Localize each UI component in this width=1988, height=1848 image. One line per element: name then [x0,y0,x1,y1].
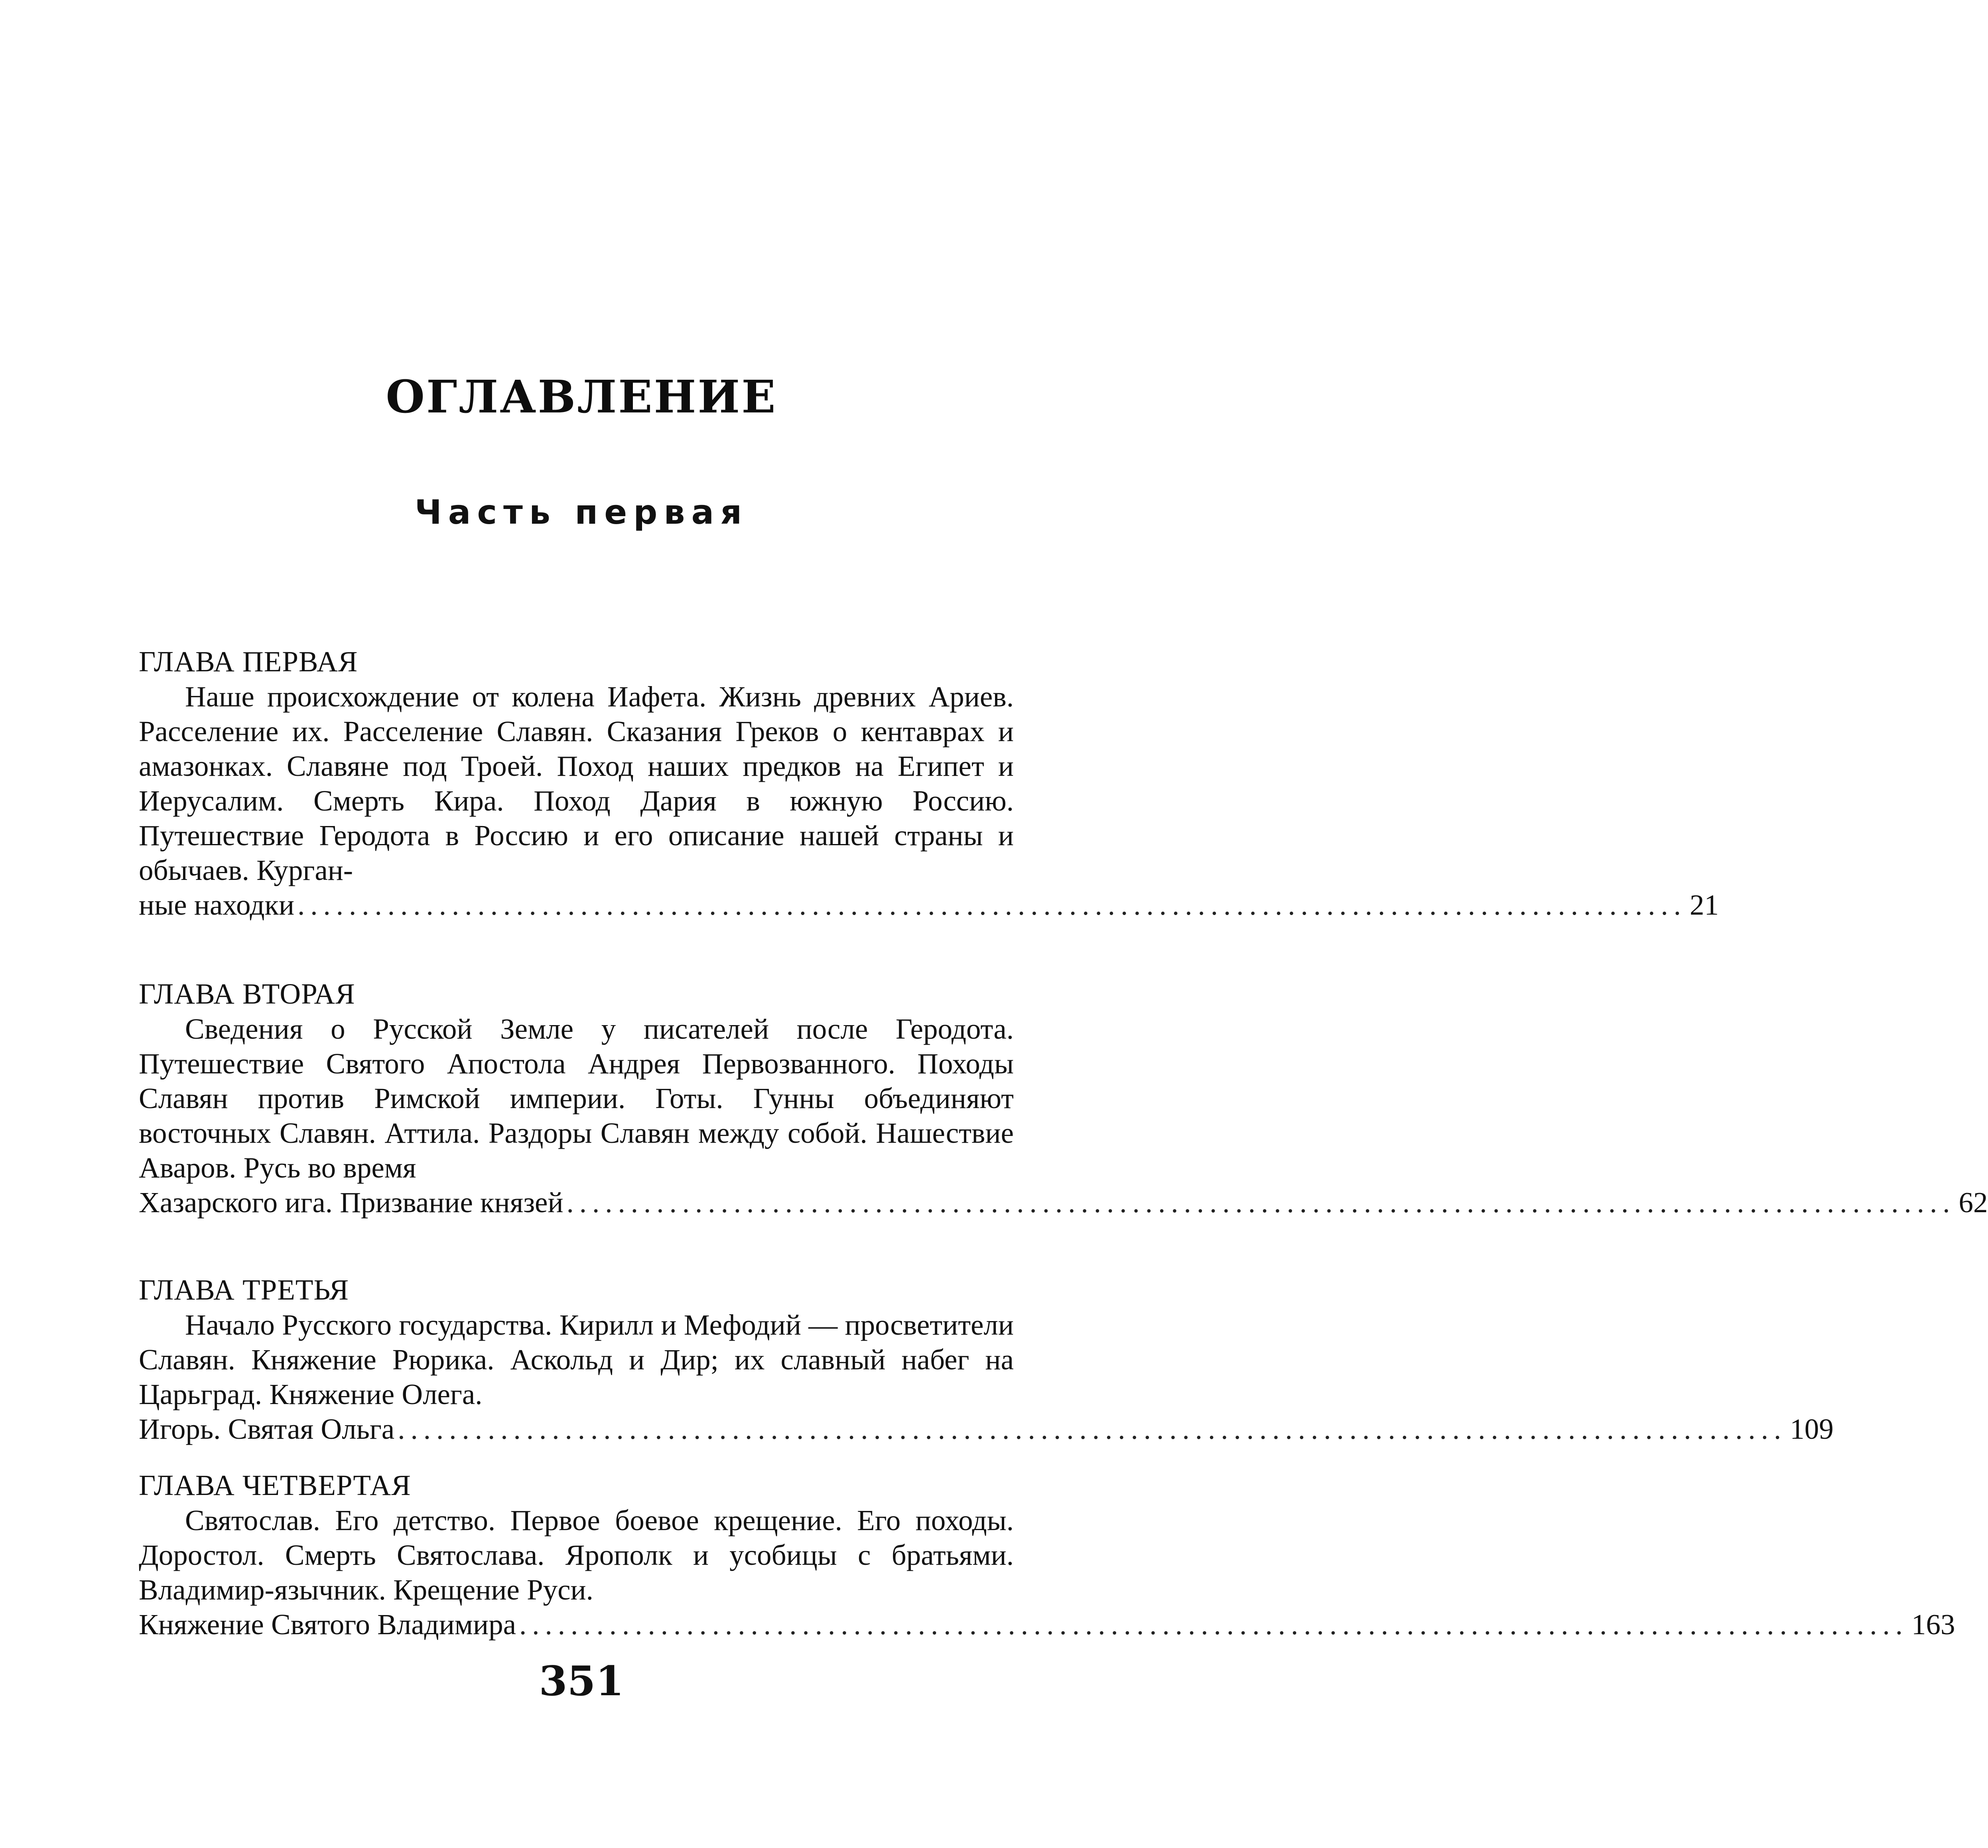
toc-entry-chapter-4 [139,1468,1955,1642]
chapter-entry-line [139,1607,1955,1642]
chapter-summary: Святослав. Его детство. Первое боевое крещение. Его походы. Доростол. Смерть Святослава. Ярополк и усобицы с братьями. Владимир-язычник. Крещение Руси. [139,1504,1014,1606]
dot-leader: ............................................................................................................ [298,889,1687,921]
chapter-summary: Сведения о Русской Земле у писателей после Геродота. Путешествие Святого Апостола Андрея Первозванного. Походы Славян против Римской империи. Готы. Гунны объединяют восточных Славян. Аттила. Раздоры Славян между собой. Нашествие Аваров. Русь во время [139,1013,1014,1184]
chapter-heading: ГЛАВА ПЕРВАЯ [139,645,358,678]
page-number: 62 [1958,1186,1988,1219]
page-number: 163 [1911,1608,1955,1641]
toc-entry-chapter-1 [139,644,1719,922]
toc-entry-chapter-2 [139,976,1988,1220]
chapter-summary-end: Княжение Святого Владимира [139,1608,516,1641]
chapter-summary-end: Хазарского ига. Призвание князей [139,1186,563,1219]
chapter-summary: Начало Русского государства. Кирилл и Мефодий — просветители Славян. Княжение Рюрика. Аскольд и Дир; их славный набег на Царьград. Княжение Олега. [139,1309,1014,1410]
chapter-summary: Наше происхождение от колена Иафета. Жизнь древних Ариев. Расселение их. Расселение Славян. Сказания Греков о кентаврах и амазонках. Славяне под Троей. Поход наших предков на Египет и Иерусалим. Смерть Кира. Поход Дария в южную Россию. Путешествие Геродота в Россию и его описание нашей страны и обычаев. Курган- [139,680,1014,886]
chapter-entry-line [139,1185,1988,1220]
page-number: 109 [1790,1413,1834,1445]
page-number: 21 [1690,889,1719,921]
chapter-entry-line [139,1412,1834,1446]
dot-leader: ............................................................................................................ [519,1608,1908,1641]
chapter-summary-end: ные находки [139,889,295,921]
dot-leader: ............................................................................................................ [566,1186,1956,1219]
page-title: ОГЛАВЛЕНИЕ [386,371,777,423]
dot-leader: ............................................................................................................ [398,1413,1787,1445]
chapter-summary-end: Игорь. Святая Ольга [139,1413,395,1445]
chapter-entry-line [139,888,1719,922]
chapter-heading: ГЛАВА ВТОРАЯ [139,978,355,1010]
page-folio: 351 [539,1657,624,1705]
part-heading: Часть первая [414,493,749,532]
chapter-heading: ГЛАВА ЧЕТВЕРТАЯ [139,1469,411,1501]
toc-entry-chapter-3 [139,1272,1834,1446]
chapter-heading: ГЛАВА ТРЕТЬЯ [139,1274,349,1306]
